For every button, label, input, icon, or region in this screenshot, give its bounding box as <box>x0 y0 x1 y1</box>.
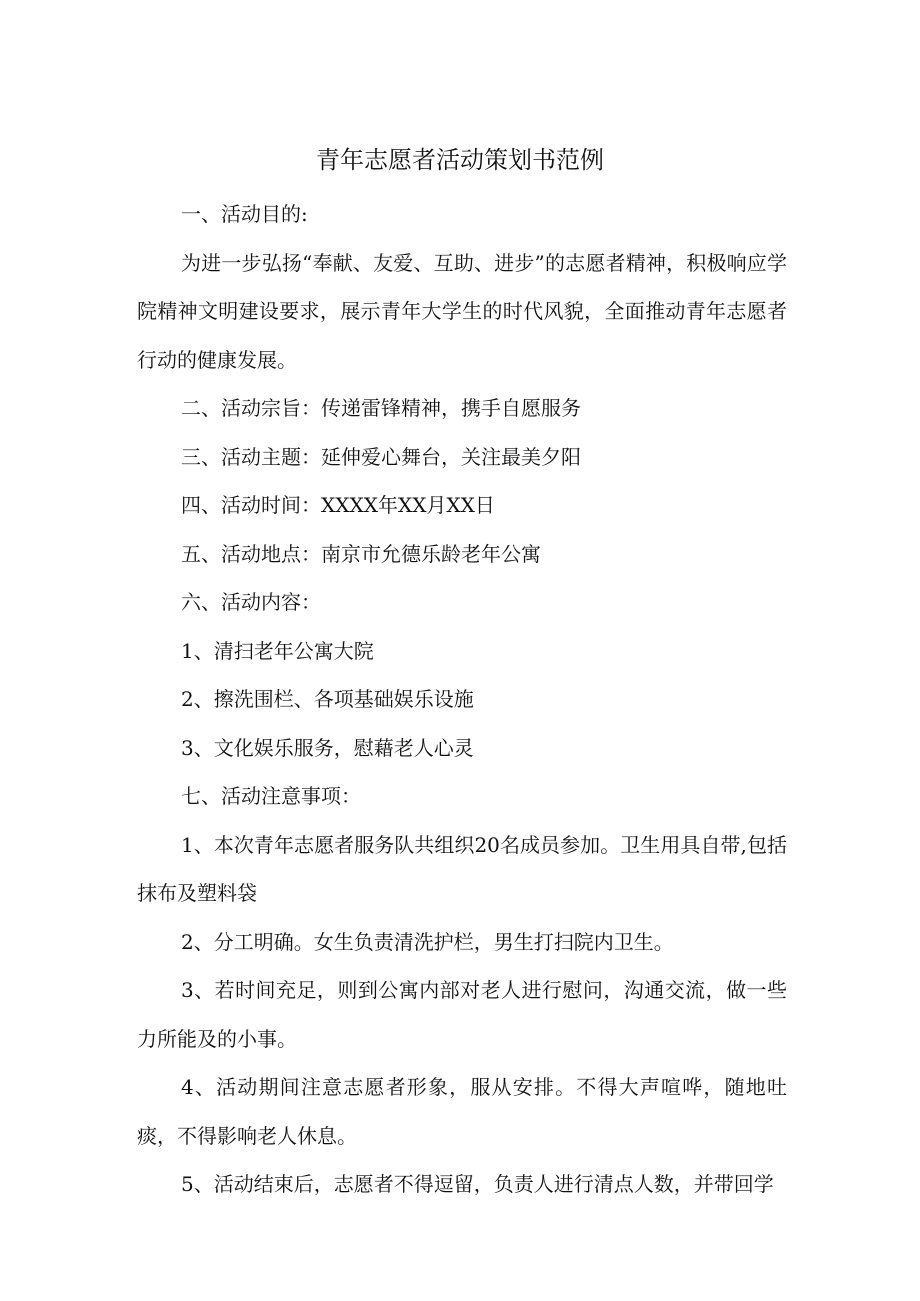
paragraph-notes-heading: 七、活动注意事项： <box>181 784 361 808</box>
content-item-2: 2、擦洗围栏、各项基础娱乐设施 <box>181 687 474 711</box>
note-item-4: 4、活动期间注意志愿者形象，服从安排。不得大声喧哗，随地吐痰，不得影响老人休息。 <box>137 1075 787 1148</box>
content-item-1: 1、清扫老年公寓大院 <box>181 638 374 663</box>
paragraph-content-heading: 六、活动内容： <box>181 590 321 614</box>
content-item-3: 3、文化娱乐服务，慰藉老人心灵 <box>181 735 474 760</box>
document-body <box>137 190 787 1209</box>
note-item-2: 2、分工明确。女生负责清洗护栏，男生打扫院内卫生。 <box>181 929 674 954</box>
paragraph-location: 五、活动地点：南京市允德乐龄老年公寓 <box>181 541 541 566</box>
paragraph-purpose-heading: 一、活动目的: <box>181 202 308 226</box>
document-title: 青年志愿者活动策划书范例 <box>316 146 604 174</box>
note-item-1: 1、本次青年志愿者服务队共组织20名成员参加。卫生用具自带,包括抹布及塑料袋 <box>137 832 787 905</box>
paragraph-time: 四、活动时间：XXXX年XX月XX日 <box>181 493 495 517</box>
note-item-3: 3、若时间充足，则到公寓内部对老人进行慰问，沟通交流，做一些力所能及的小事。 <box>137 978 787 1051</box>
paragraph-purpose-text: 为进一步弘扬“奉献、友爱、互助、进步”的志愿者精神，积极响应学院精神文明建设要求，展示青年大学生的时代风貌，全面推动青年志愿者行动的健康发展。 <box>137 250 787 372</box>
paragraph-tenet: 二、活动宗旨：传递雷锋精神，携手自愿服务 <box>181 396 581 420</box>
paragraph-theme: 三、活动主题：延伸爱心舞台，关注最美夕阳 <box>181 444 581 469</box>
note-item-5: 5、活动结束后，志愿者不得逗留，负责人进行清点人数，并带回学 <box>181 1172 774 1196</box>
